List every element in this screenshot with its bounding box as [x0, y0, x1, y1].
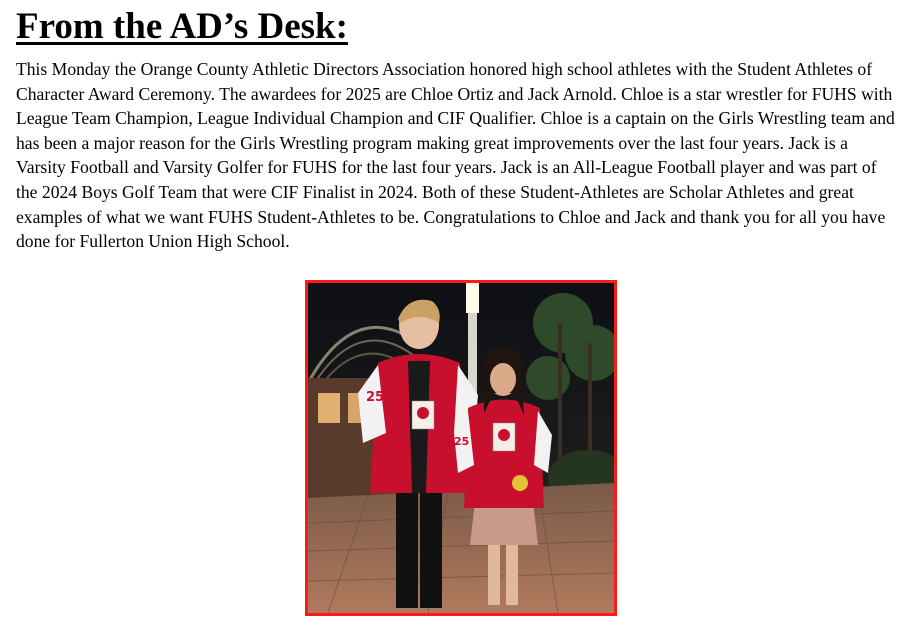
chloe-sleeve-number: 25	[454, 435, 470, 448]
award-photo-illustration	[308, 283, 614, 613]
award-photo	[305, 280, 617, 616]
article-body: This Monday the Orange County Athletic Directors Association honored high school athletes with the Student Athletes of Character Award Ceremony. The awardees for 2025 are Chloe Ortiz and Jack Arnold. Chloe is a star wrestler for FUHS with League Team Champion, League Individual Champion and CIF Qualifier. Chloe is a captain on the Girls Wrestling team and has been a major reason for the Girls Wrestling program making great improvements over the last four years. Jack is a Varsity Football and Varsity Golfer for FUHS for the last four years. Jack is an All-League Football player and was part of the 2024 Boys Golf Team that were CIF Finalist in 2024. Both of these Student-Athletes are Scholar Athletes and great examples of what we want FUHS Student-Athletes to be. Congratulations to Chloe and Jack and thank you for all you have done for Fullerton Union High School.	[16, 59, 895, 252]
jack-sleeve-number: 25	[366, 390, 385, 405]
page-title: From the AD’s Desk:	[16, 6, 348, 47]
